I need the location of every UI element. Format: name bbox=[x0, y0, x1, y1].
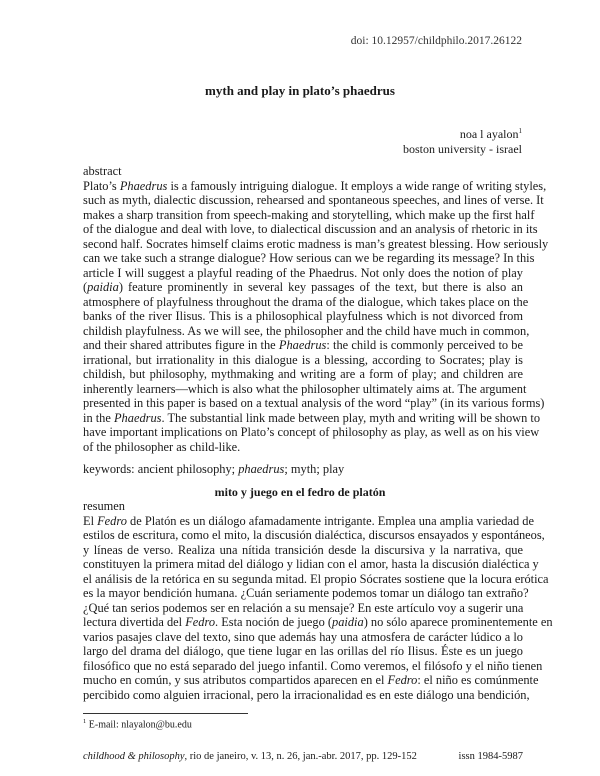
spanish-title: mito y juego en el fedro de platón bbox=[214, 485, 386, 499]
text-line bbox=[83, 630, 523, 645]
text-line bbox=[83, 309, 523, 324]
text-line bbox=[83, 571, 549, 587]
text-segment: y líneas de verso. Realiza una nítida transición desde la discursiva y la narrativa, que bbox=[83, 542, 523, 557]
text-segment: mucho en común, y sus atributos compartidos aparecen en el bbox=[83, 673, 388, 687]
text-segment: constituyen la primera mitad del diálogo y lidian con el amor, hasta la discusión dialéctica y bbox=[83, 557, 539, 571]
text-line bbox=[83, 367, 523, 382]
text-segment: childish playfulness. As we will see, the philosopher and the child have much in common, bbox=[83, 323, 530, 338]
text-line bbox=[83, 323, 530, 339]
text-line bbox=[83, 644, 523, 659]
italic-text: Fedro bbox=[185, 615, 216, 629]
text-segment: es la mayor bendición humana. ¿Cuán seriamente podemos tomar un diálogo tan extraño? bbox=[83, 586, 529, 600]
italic-text: paidia bbox=[87, 280, 119, 294]
text-line bbox=[83, 615, 553, 630]
doi: doi: 10.12957/childphilo.2017.26122 bbox=[350, 35, 522, 47]
issn: issn 1984-5987 bbox=[458, 751, 523, 762]
text-segment: makes a sharp transition from speech-making and storytelling, which make up the first half bbox=[83, 207, 535, 222]
text-line bbox=[83, 280, 523, 295]
text-segment: : el niño es comúnmente bbox=[417, 673, 539, 687]
text-line bbox=[83, 440, 523, 455]
abstract-label: abstract bbox=[83, 164, 122, 178]
text-segment: Plato’s bbox=[83, 178, 120, 193]
journal-name: childhood & philosophy bbox=[83, 751, 185, 762]
citation-details: , rio de janeiro, v. 13, n. 26, jan.-abr. 2017, pp. 129-152 bbox=[184, 751, 417, 762]
text-segment: : the child is commonly perceived to be bbox=[326, 338, 523, 352]
text-segment: lectura divertida del bbox=[83, 615, 186, 629]
text-line bbox=[83, 251, 535, 266]
text-line bbox=[83, 353, 523, 368]
text-line bbox=[83, 381, 527, 397]
text-segment: . The substantial link made between play, myth and writing will be shown to bbox=[161, 410, 541, 425]
text-segment: in the bbox=[83, 410, 114, 425]
text-segment: inherently learners—which is also what the philosopher ultimately aims at. The argument bbox=[83, 381, 527, 396]
page-footer bbox=[83, 751, 523, 762]
abstract-body bbox=[83, 178, 549, 455]
text-segment: estilos de escritura, como el mito, la discusión dialéctica, discursos ensayados y espontáneos, bbox=[83, 528, 545, 542]
footnote-text: E-mail: nlayalon@bu.edu bbox=[86, 719, 192, 731]
text-segment: ¿Qué tan serios podemos ser en relación a su mensaje? En este artículo voy a sugerir una bbox=[83, 600, 524, 615]
text-line bbox=[83, 266, 523, 281]
text-line bbox=[83, 178, 547, 194]
text-segment: varios pasajes clave del texto, sino que además hay una atmosfera de carácter lúdico a lo bbox=[83, 629, 523, 644]
italic-text: Fedro bbox=[97, 513, 127, 528]
footnote-mark[interactable]: 1 bbox=[518, 127, 522, 135]
text-line bbox=[83, 338, 523, 353]
text-line bbox=[83, 658, 543, 674]
resumen bbox=[83, 499, 553, 702]
text-segment: keywords: ancient philosophy; bbox=[83, 462, 239, 476]
text-segment: percibido como alguien irracional, pero la irracionalidad es en este diálogo una bendición, bbox=[83, 687, 530, 702]
keywords bbox=[83, 462, 523, 477]
italic-text: Phaedrus bbox=[113, 410, 162, 425]
resumen-label: resumen bbox=[83, 499, 125, 513]
text-segment: and their shared attributes figure in the bbox=[83, 338, 279, 352]
author-name: noa l ayalon bbox=[459, 127, 519, 141]
article-title: myth and play in plato’s phaedrus bbox=[205, 83, 395, 98]
footnote bbox=[83, 718, 192, 730]
italic-text: Phaedrus bbox=[278, 338, 327, 352]
text-segment: presented in this paper is based on a textual analysis of the word “play” (in its various forms) bbox=[83, 396, 545, 410]
text-segment: irrational, but irrationality in this dialogue is a blessing, according to Socrates; play is bbox=[83, 352, 523, 367]
italic-text: Fedro bbox=[387, 673, 418, 687]
author-block bbox=[403, 124, 522, 156]
text-segment: ) no sólo aparece prominentemente en bbox=[363, 615, 553, 629]
text-line bbox=[83, 673, 539, 688]
text-line bbox=[83, 222, 538, 237]
text-segment: can we take such a strange dialogue? How serious can we be regarding its message? In this bbox=[83, 251, 535, 265]
italic-text: Phaedrus bbox=[119, 178, 168, 193]
text-segment: banks of the river Ilisus. This is a philosophical playfulness which is not divorced from bbox=[83, 309, 523, 323]
text-segment: have important implications on Plato’s concept of philosophy as play, as well as on his view bbox=[83, 425, 540, 439]
text-line bbox=[83, 396, 545, 411]
footnote-divider bbox=[83, 713, 248, 714]
text-segment: largo del drama del diálogo, que tiene lugar en las orillas del río Ilisus. Éste es un juego bbox=[83, 644, 523, 658]
text-segment: El bbox=[83, 513, 98, 528]
italic-text: paidia bbox=[332, 615, 364, 629]
text-line bbox=[83, 586, 529, 601]
text-segment: childish, but philosophy, mythmaking and writing are a form of play; and children are bbox=[83, 367, 523, 381]
footnote-number: 1 bbox=[83, 718, 87, 725]
text-line bbox=[83, 425, 540, 440]
text-segment: ) feature prominently in several key passages of the text, but there is also an bbox=[118, 280, 523, 294]
citation bbox=[83, 751, 417, 762]
text-line bbox=[83, 462, 523, 477]
text-segment: of the philosopher as child-like. bbox=[83, 439, 241, 454]
text-line bbox=[83, 543, 523, 558]
text-segment: . Esta noción de juego ( bbox=[215, 615, 333, 629]
text-line bbox=[83, 528, 545, 543]
text-segment: such as myth, dialectic discussion, rehearsed and spontaneous speeches, and lines of verse. It bbox=[83, 193, 544, 207]
text-segment: filosófico que no está separado del juego infantil. Como veremos, el filósofo y el niño tienen bbox=[83, 658, 543, 673]
text-line bbox=[83, 294, 529, 310]
text-line bbox=[83, 513, 534, 529]
text-line bbox=[83, 207, 535, 223]
text-segment: second half. Socrates himself claims erotic madness is man’s greatest blessing. How seriously bbox=[83, 236, 549, 251]
text-segment: ; myth; play bbox=[284, 462, 345, 476]
text-segment: is a famously intriguing dialogue. It employs a wide range of writing styles, bbox=[167, 178, 547, 193]
text-line bbox=[83, 193, 544, 208]
text-segment: atmosphere of playfulness throughout the drama of the dialogue, which takes place on the bbox=[83, 294, 529, 309]
text-line bbox=[83, 236, 549, 252]
text-line bbox=[83, 687, 530, 703]
text-line bbox=[83, 557, 539, 572]
affiliation: boston university - israel bbox=[403, 141, 522, 156]
keywords-body bbox=[83, 462, 523, 477]
text-segment: article I will suggest a playful reading of the Phaedrus. Not only does the notion of play bbox=[83, 265, 523, 280]
abstract bbox=[83, 164, 549, 454]
text-segment: el análisis de la retórica en su segunda mitad. El propio Sócrates sostiene que la locura erótica bbox=[83, 571, 549, 586]
text-segment: de Platón es un diálogo afamadamente intrigante. Emplea una amplia variedad de bbox=[126, 513, 534, 528]
text-line bbox=[83, 601, 523, 616]
text-segment: of the dialogue and deal with love, to dialectical discussion and an analysis of rhetoric in its bbox=[83, 222, 538, 236]
text-segment: ( bbox=[83, 280, 88, 294]
resumen-body bbox=[83, 513, 553, 703]
text-line bbox=[83, 410, 541, 426]
italic-text: phaedrus bbox=[238, 462, 285, 476]
